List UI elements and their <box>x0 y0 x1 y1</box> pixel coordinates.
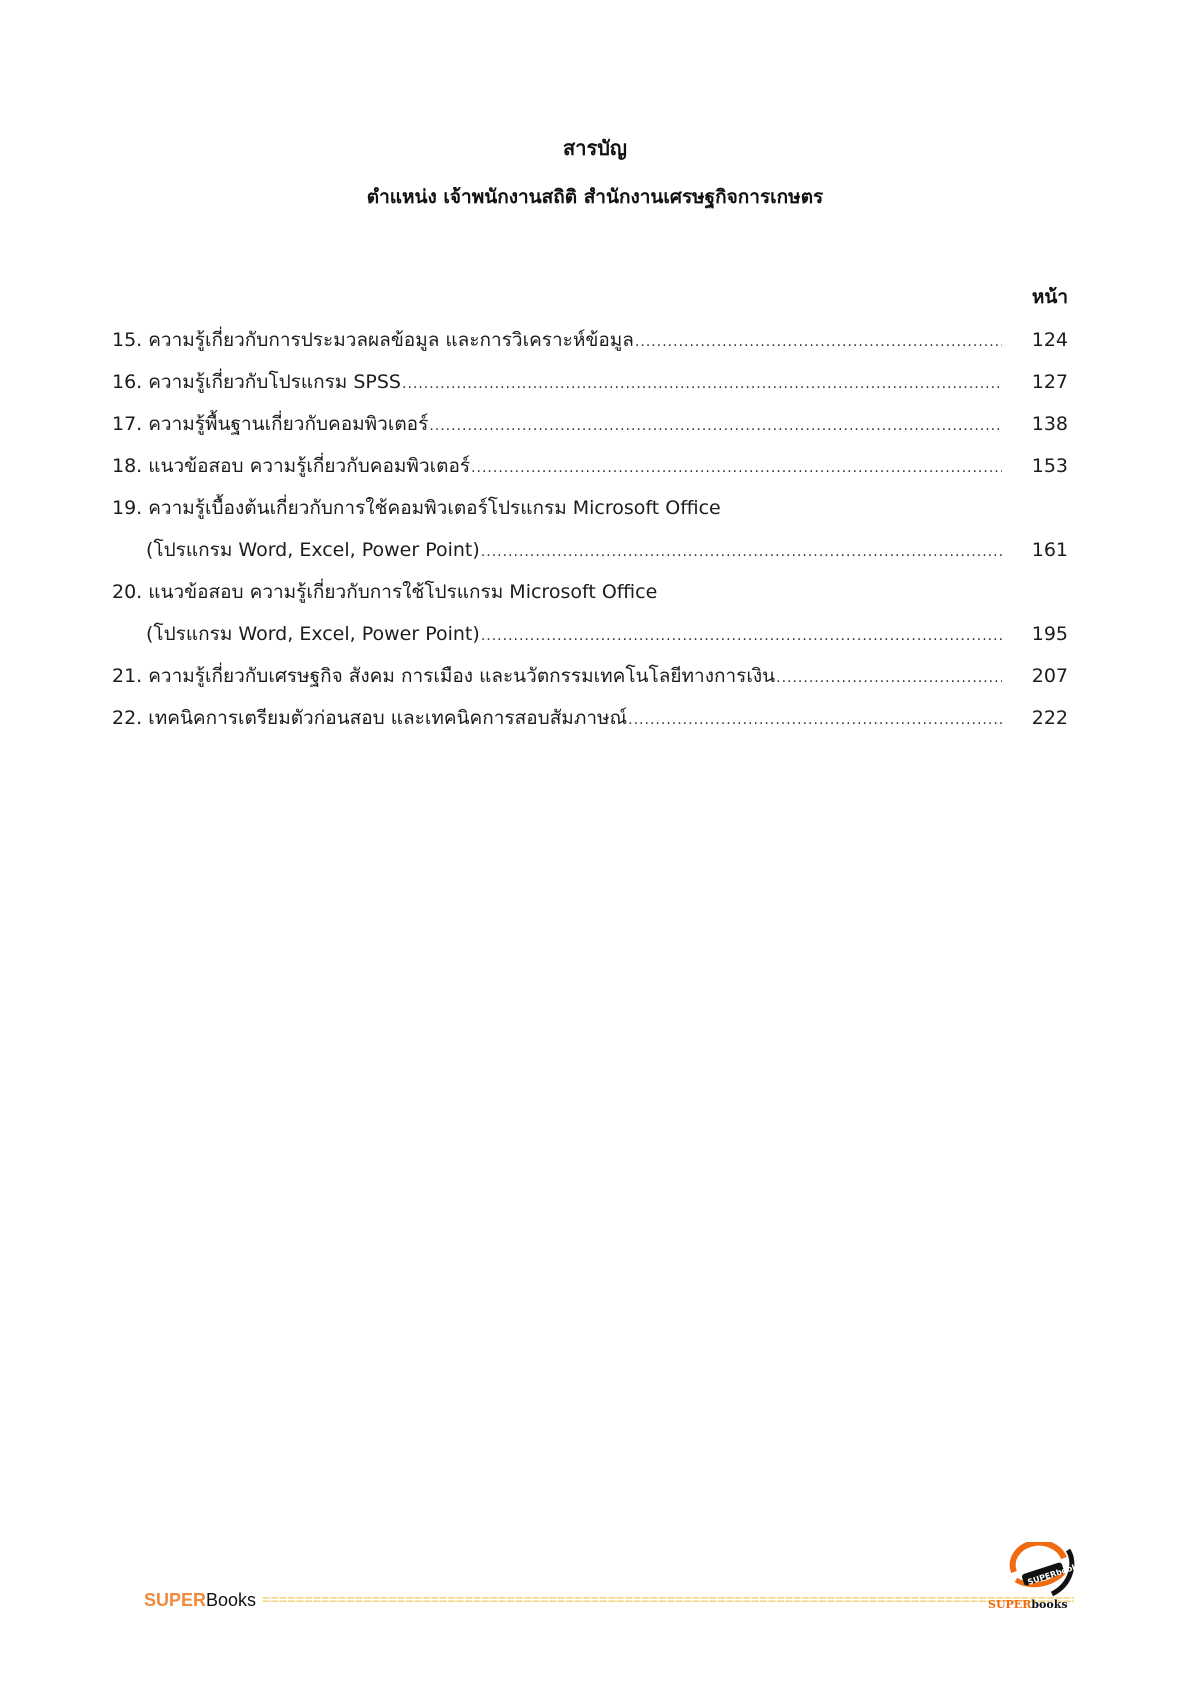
toc-entry-label: ความรู้พื้นฐานเกี่ยวกับคอมพิวเตอร์ <box>148 413 429 435</box>
toc-entry-page: 127 <box>1031 371 1068 393</box>
toc-entry-page: 124 <box>1031 329 1068 351</box>
toc-entry-number: 21. <box>112 665 143 687</box>
toc-entry-page: 153 <box>1031 455 1068 477</box>
toc-entry[interactable] <box>112 410 1072 452</box>
logo-wordmark-super: SUPER <box>988 1598 1032 1611</box>
toc-entry-continuation[interactable] <box>112 620 1072 662</box>
dot-leader <box>429 412 1002 440</box>
toc-entry-label: ความรู้เกี่ยวกับโปรแกรม SPSS <box>148 371 401 393</box>
toc-entry-label: แนวข้อสอบ ความรู้เกี่ยวกับการใช้โปรแกรม Microsoft Office <box>148 581 658 603</box>
footer-brand-books: Books <box>206 1589 257 1610</box>
toc-entry-label: แนวข้อสอบ ความรู้เกี่ยวกับคอมพิวเตอร์ <box>148 455 471 477</box>
dot-leader <box>481 538 1002 566</box>
toc-entry-page: 195 <box>1031 623 1068 645</box>
toc-entry-number: 20. <box>112 581 143 603</box>
page-footer <box>144 1588 1074 1612</box>
toc-entry[interactable] <box>112 578 1072 620</box>
table-of-contents <box>112 326 1072 746</box>
dot-leader <box>402 370 1002 398</box>
toc-entry-label: ความรู้เบื้องต้นเกี่ยวกับการใช้คอมพิวเตอร์โปรแกรม Microsoft Office <box>148 497 721 519</box>
toc-entry-number: 19. <box>112 497 143 519</box>
toc-entry[interactable] <box>112 662 1072 704</box>
toc-entry-number: 16. <box>112 371 143 393</box>
page-title: สารบัญ <box>563 136 627 160</box>
dot-leader <box>628 706 1002 734</box>
svg-text:SUPERbooks: SUPERbooks <box>1026 1560 1082 1587</box>
toc-entry-label: ความรู้เกี่ยวกับเศรษฐกิจ สังคม การเมือง และนวัตกรรมเทคโนโลยีทางการเงิน <box>148 665 776 687</box>
toc-entry-label: ความรู้เกี่ยวกับการประมวลผลข้อมูล และการวิเคราะห์ข้อมูล <box>148 329 634 351</box>
page-subtitle: ตำแหน่ง เจ้าพนักงานสถิติ สำนักงานเศรษฐกิจการเกษตร <box>366 186 824 208</box>
toc-entry[interactable] <box>112 494 1072 536</box>
toc-entry-page: 138 <box>1031 413 1068 435</box>
dot-leader <box>471 454 1002 482</box>
toc-entry[interactable] <box>112 368 1072 410</box>
toc-entry[interactable] <box>112 704 1072 746</box>
dot-leader <box>776 664 1002 692</box>
logo-wordmark-books: books <box>1031 1598 1068 1611</box>
footer-brand-super: SUPER <box>144 1589 207 1610</box>
footer-logo-wordmark <box>988 1598 1068 1611</box>
dot-leader <box>635 328 1002 356</box>
toc-entry-number: 18. <box>112 455 143 477</box>
footer-divider-rule <box>262 1592 1074 1608</box>
toc-entry-label-continuation: (โปรแกรม Word, Excel, Power Point) <box>146 539 480 561</box>
toc-entry-number: 22. <box>112 707 143 729</box>
toc-entry-page: 222 <box>1031 707 1068 729</box>
toc-entry-label-continuation: (โปรแกรม Word, Excel, Power Point) <box>146 623 480 645</box>
toc-entry-page: 207 <box>1031 665 1068 687</box>
dot-leader <box>481 622 1002 650</box>
toc-entry-continuation[interactable] <box>112 536 1072 578</box>
page-column-header: หน้า <box>1031 286 1068 308</box>
toc-entry-label: เทคนิคการเตรียมตัวก่อนสอบ และเทคนิคการสอบสัมภาษณ์ <box>148 707 628 729</box>
toc-entry[interactable] <box>112 452 1072 494</box>
toc-entry-number: 15. <box>112 329 143 351</box>
toc-entry-number: 17. <box>112 413 143 435</box>
toc-entry-page: 161 <box>1031 539 1068 561</box>
toc-entry[interactable] <box>112 326 1072 368</box>
